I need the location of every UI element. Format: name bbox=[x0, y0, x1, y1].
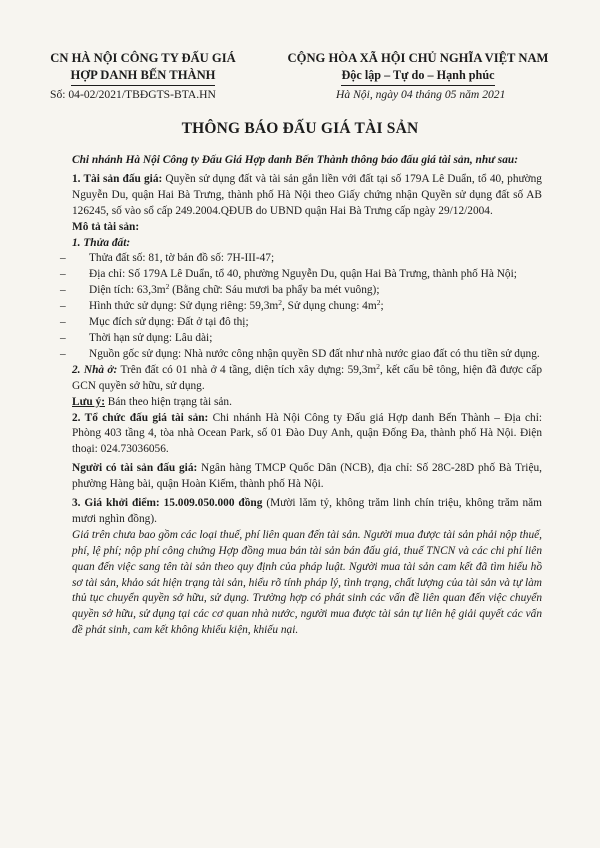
owner-label: Người có tài sản đấu giá: bbox=[72, 462, 198, 475]
issuer-block bbox=[28, 50, 258, 86]
land-parcel-item: – Thửa đất số: 81, tờ bản đồ số: 7H-III-47; bbox=[60, 252, 275, 265]
description-label: Mô tả tài sản: bbox=[72, 220, 140, 233]
section-asset bbox=[72, 172, 542, 220]
land-usage-item: – Hình thức sử dụng: Sử dụng riêng: $59,3m^2$, Sử dụng chung: $4m^2$; bbox=[60, 298, 384, 313]
section-organizer: 2. Tổ chức đấu giá tài sản: Chi nhánh Hà Nội Công ty Đấu giá Hợp danh Bến Thành – Địa chỉ: Phòng 403 tầng 4, tòa nhà Ocean Park, số 01 Đào Duy Anh, quận Đống Đa, thành phố Hà Nội. Điện thoại: 024.73036056. bbox=[72, 411, 542, 456]
section-starting-price: 3. Giá khởi điểm: 15.009.050.000 đồng (Mười lăm tỷ, không trăm linh chín triệu, không trăm năm mươi nghìn đồng). bbox=[72, 497, 543, 525]
intro-paragraph: Chi nhánh Hà Nội Công ty Đấu Giá Hợp danh Bến Thành thông báo đấu giá tài sản, như sau: bbox=[72, 154, 518, 166]
section-organizer-label: 2. Tổ chức đấu giá tài sản: bbox=[72, 411, 209, 424]
document-number: Số: 04-02/2021/TBĐGTS-BTA.HN bbox=[50, 88, 216, 101]
section-asset-label: 1. Tài sản đấu giá: bbox=[72, 172, 163, 185]
issuer-name-line1: CN HÀ NỘI CÔNG TY ĐẤU GIÁ bbox=[50, 51, 236, 65]
note-paragraph: Lưu ý: Bán theo hiện trạng tài sản. bbox=[72, 395, 232, 408]
starting-price-label: 3. Giá khởi điểm: 15.009.050.000 đồng bbox=[72, 497, 263, 510]
document-title: THÔNG BÁO ĐẤU GIÁ TÀI SẢN bbox=[181, 120, 419, 137]
national-header bbox=[258, 50, 578, 86]
land-area-item: – Diện tích: $63,3m^2$ (Bằng chữ: Sáu mươi ba phẩy ba mét vuông); bbox=[60, 282, 380, 297]
land-term-item: – Thời hạn sử dụng: Lâu dài; bbox=[60, 331, 213, 344]
price-notes: Giá trên chưa bao gồm các loại thuế, phí liên quan đến tài sản. Người mua được tài sản phải nộp thuế, phí, lệ phí; nộp phí công chứng Hợp đồng mua bán tài sản bán đấu giá, thuế TNCN và các chi phí liên quan đến việc sang tên tài sản theo quy định của pháp luật. Người mua tài sản cam kết đã tìm hiểu hồ sơ tài sản, khảo sát hiện trạng tài sản, hiểu rõ tính pháp lý, tình trạng, chất lượng của tài sản và tự làm thủ tục chuyển quyền sở hữu, sử dụng. Trường hợp có phát sinh các vấn đề liên quan đến việc chuyển quyền sở hữu, sử dụng tại các cơ quan nhà nước, người mua được tài sản tự liên hệ giải quyết các vấn đề phát sinh, cam kết không khiếu kiện, khiếu nại. bbox=[72, 528, 542, 637]
land-label: 1. Thửa đất: bbox=[72, 236, 131, 249]
land-address-item: – Địa chỉ: Số 179A Lê Duẩn, tổ 40, phường Nguyễn Du, quận Hai Bà Trưng, thành phố Hà Nội; bbox=[60, 268, 517, 281]
document-body bbox=[60, 153, 543, 639]
note-label: Lưu ý: bbox=[72, 395, 105, 408]
owner-paragraph: Người có tài sản đấu giá: Ngân hàng TMCP Quốc Dân (NCB), địa chỉ: Số 28C-28D phố Bà Triệu, phường Hàng bài, quận Hoàn Kiếm, thành phố Hà Nội. bbox=[72, 462, 542, 491]
land-purpose-item: – Mục đích sử dụng: Đất ở tại đô thị; bbox=[60, 316, 249, 329]
nation-name: CỘNG HÒA XÃ HỘI CHỦ NGHĨA VIỆT NAM bbox=[287, 51, 549, 65]
place-date: Hà Nội, ngày 04 tháng 05 năm 2021 bbox=[336, 88, 506, 101]
national-motto: Độc lập – Tự do – Hạnh phúc bbox=[341, 67, 494, 86]
house-paragraph: 2. Nhà ở: Trên đất có 01 nhà ở 4 tầng, diện tích xây dựng: $59,3m^2$, kết cấu bê tông, hiện đã được cấp GCN quyền sở hữu, sử dụng. bbox=[72, 361, 543, 392]
land-origin-item: – Nguồn gốc sử dụng: Nhà nước công nhận quyền SD đất như nhà nước giao đất có thu tiền sử dụng. bbox=[60, 347, 540, 360]
house-label: 2. Nhà ở: bbox=[72, 363, 118, 376]
issuer-name-line2: HỢP DANH BẾN THÀNH bbox=[71, 67, 216, 86]
section-asset-text: Quyền sử dụng đất và tài sản gắn liền với đất tại số 179A Lê Duẩn, tổ 40, phường Nguyễn Du, quận Hai Bà Trưng, thành phố Hà Nội theo Giấy chứng nhận Quyền sử dụng đất số AB 126245, số vào sổ cấp 249.2004.QĐUB do UBND quận Hai Bà Trưng cấp ngày 29/12/2004. bbox=[72, 172, 542, 217]
